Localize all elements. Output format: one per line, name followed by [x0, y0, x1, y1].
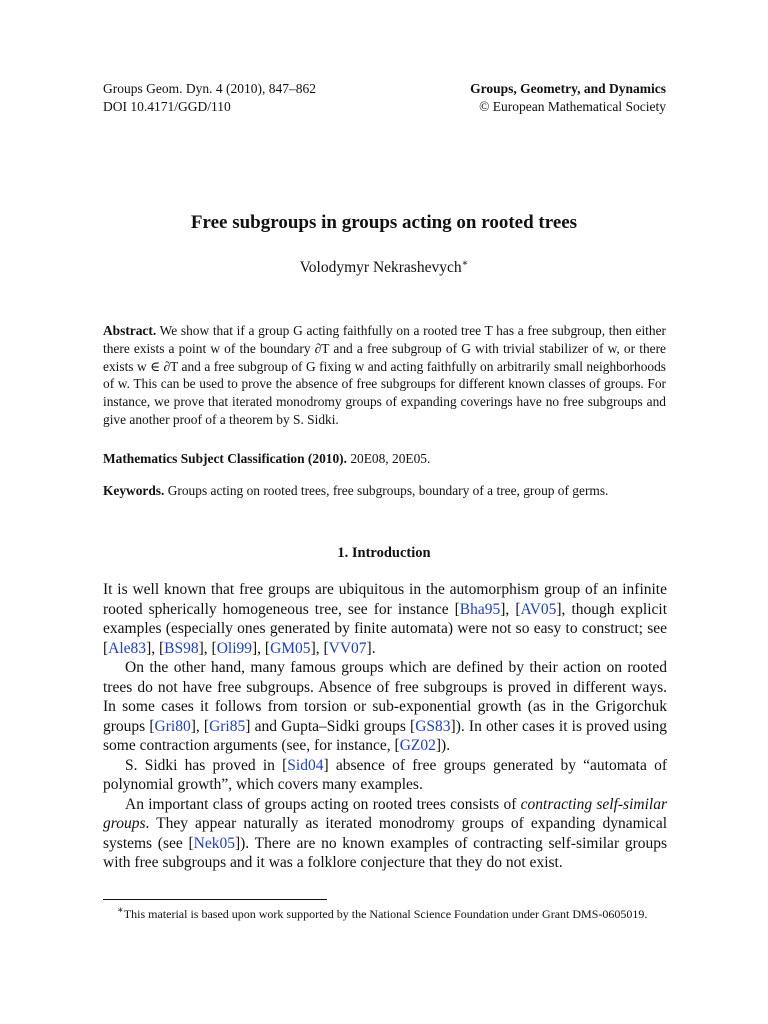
- paragraph: S. Sidki has proved in [Sid04] absence of free groups generated by “automata of polynomial growth”, which covers many examples.: [103, 756, 667, 793]
- footnote: [103, 903, 667, 923]
- keywords-label: Keywords.: [103, 483, 165, 498]
- keywords: [103, 482, 666, 500]
- journal-name: Groups, Geometry, and Dynamics: [470, 81, 666, 96]
- emphasized-term: contracting self-similar groups: [103, 795, 667, 832]
- citation-link[interactable]: Gri85: [209, 717, 246, 735]
- msc-codes: 20E08, 20E05.: [350, 451, 431, 466]
- body-text: [103, 580, 667, 873]
- section-heading: 1. Introduction: [337, 545, 431, 561]
- citation-link[interactable]: GZ02: [399, 737, 436, 754]
- keywords-text: Groups acting on rooted trees, free subgroups, boundary of a tree, group of germs.: [167, 483, 609, 498]
- citation-link[interactable]: Gri80: [154, 717, 191, 735]
- abstract-text: We show that if a group G acting faithfully on a rooted tree T has a free subgroup, then either there exists a point w of the boundary ∂T and a free subgroup of G with trivial stabilizer of w, or there exists w ∈ ∂T and a free subgroup of G fixing w and acting faithfully on arbitrarily small neighborhoods of w. This can be used to prove the absence of free subgroups for different known classes of groups. For instance, we prove that iterated monodromy groups of expanding coverings have no free subgroups and give another proof of a theorem by S. Sidki.: [103, 323, 666, 427]
- author-line: [0, 258, 768, 277]
- citation-link[interactable]: AV05: [520, 600, 557, 618]
- author-name: Volodymyr Nekrashevych: [299, 259, 462, 277]
- citation-link[interactable]: BS98: [164, 639, 199, 657]
- running-header-left: [103, 80, 316, 116]
- footnote-text: This material is based upon work supported by the National Science Foundation under Grant DMS-0605019.: [123, 907, 648, 921]
- footnote-rule: [103, 899, 327, 900]
- footnote-mark: ∗: [117, 905, 124, 916]
- journal-citation: Groups Geom. Dyn. 4 (2010), 847–862: [103, 81, 316, 96]
- paragraph: On the other hand, many famous groups which are defined by their action on rooted trees do not have free subgroups. Absence of free subgroups is proved in different ways. In some cases it follows from torsion or sub-exponential growth (as in the Grigorchuk groups [Gri80], [Gri85] and Gupta–Sidki groups [GS83]). In other cases it is proved using some contraction arguments (see, for instance, [GZ02]).: [103, 659, 667, 754]
- msc-label: Mathematics Subject Classification (2010).: [103, 451, 347, 466]
- citation-link[interactable]: Nek05: [193, 834, 235, 852]
- citation-link[interactable]: GM05: [270, 639, 311, 657]
- doi: DOI 10.4171/GGD/110: [103, 99, 231, 114]
- running-header-right: [470, 80, 666, 116]
- paper-title: Free subgroups in groups acting on rooted trees: [190, 212, 578, 233]
- citation-link[interactable]: Sid04: [287, 756, 324, 774]
- paragraph: An important class of groups acting on rooted trees consists of contracting self-similar groups. They appear naturally as iterated monodromy groups of expanding dynamical systems (see [Nek05]). There are no known examples of contracting self-similar groups with free subgroups and it was a folklore conjecture that they do not exist.: [103, 795, 668, 871]
- citation-link[interactable]: VV07: [328, 639, 367, 657]
- abstract-label: Abstract.: [103, 323, 157, 338]
- citation-link[interactable]: Ale83: [108, 639, 147, 657]
- author-footnote-mark: ∗: [461, 258, 469, 269]
- msc-classification: [103, 450, 666, 468]
- abstract: [103, 322, 666, 429]
- publisher: © European Mathematical Society: [479, 99, 666, 114]
- citation-link[interactable]: Oli99: [216, 639, 252, 657]
- citation-link[interactable]: Bha95: [459, 600, 501, 618]
- paragraph: It is well known that free groups are ubiquitous in the automorphism group of an infinite rooted spherically homogeneous tree, see for instance [Bha95], [AV05], though explicit examples (especially ones generated by finite automata) were not so easy to construct; see [Ale83], [BS98], [Oli99], [GM05], [VV07].: [103, 581, 668, 657]
- citation-link[interactable]: GS83: [415, 717, 451, 735]
